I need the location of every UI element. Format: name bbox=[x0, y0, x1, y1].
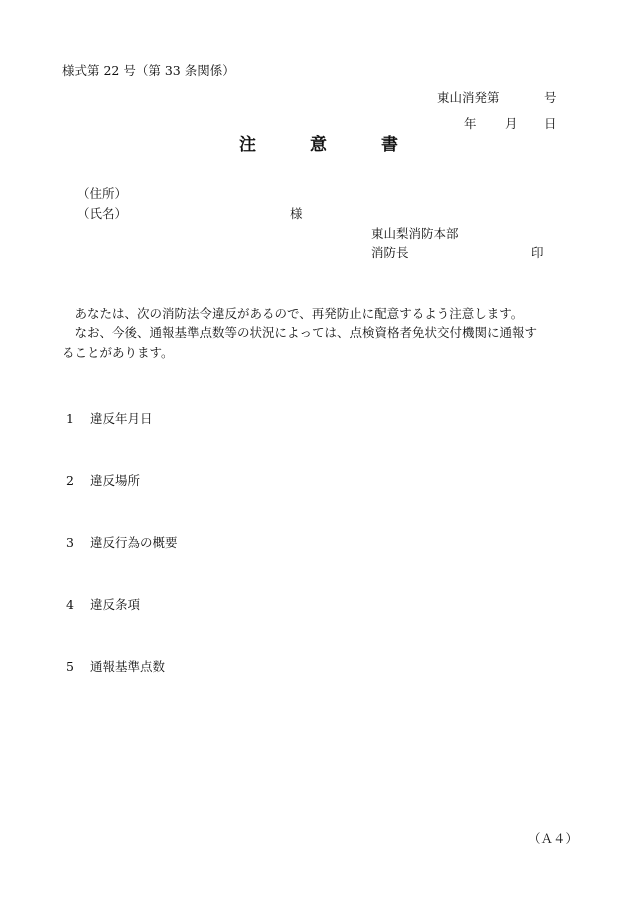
address-label: （住所） bbox=[77, 186, 128, 201]
date-month-label: 月 bbox=[505, 116, 518, 131]
paragraph-line-3: ることがあります。 bbox=[62, 345, 174, 360]
issuer-position: 消防長 bbox=[371, 245, 409, 260]
item-label: 違反場所 bbox=[90, 473, 141, 488]
paper-size-label: （Ａ４） bbox=[528, 831, 579, 846]
item-label: 違反年月日 bbox=[90, 411, 153, 426]
paragraph-line-1: あなたは、次の消防法令違反があるので、再発防止に配意するよう注意します。 bbox=[62, 306, 524, 321]
date-day-label: 日 bbox=[544, 116, 557, 131]
item-number: 1 bbox=[66, 411, 74, 426]
item-number: 4 bbox=[66, 597, 74, 612]
title-char-2: 意 bbox=[310, 135, 327, 155]
name-label: （氏名） bbox=[77, 206, 128, 221]
form-number: 様式第 22 号（第 33 条関係） bbox=[62, 63, 235, 78]
document-number-prefix: 東山消発第 bbox=[437, 90, 500, 105]
item-number: 2 bbox=[66, 473, 74, 488]
issuer-organization: 東山梨消防本部 bbox=[371, 226, 459, 241]
item-label: 通報基準点数 bbox=[90, 659, 166, 674]
title-char-3: 書 bbox=[381, 135, 398, 155]
paragraph-line-2: なお、今後、通報基準点数等の状況によっては、点検資格者免状交付機関に通報す bbox=[62, 325, 538, 340]
honorific: 様 bbox=[290, 206, 303, 221]
date-year-label: 年 bbox=[464, 116, 477, 131]
item-number: 5 bbox=[66, 659, 74, 674]
item-label: 違反条項 bbox=[90, 597, 141, 612]
item-label: 違反行為の概要 bbox=[90, 535, 178, 550]
title-char-1: 注 bbox=[239, 135, 256, 155]
document-number-suffix: 号 bbox=[544, 90, 557, 105]
seal-mark: 印 bbox=[531, 245, 544, 260]
item-number: 3 bbox=[66, 535, 74, 550]
